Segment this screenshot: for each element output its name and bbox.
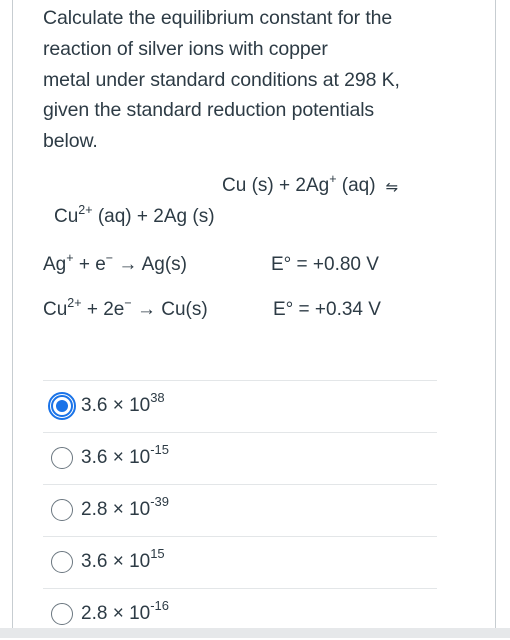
question-card [12,0,496,638]
half-reaction-copper: $Cu^{2+} + 2e^- \to Cu(s)$ [43,295,208,320]
answer-label: $3.6 \times 10^{38}$ [81,389,165,416]
answer-label: $2.8 \times 10^{-39}$ [81,493,169,520]
answer-label: $3.6 \times 10^{15}$ [81,545,165,572]
reaction-reactants: Cu (s) + 2Ag+ (aq) ⇋ [222,174,398,199]
half-reaction-silver: Ag+ + e− → Ag(s) [43,250,188,275]
reaction-products: $Cu^{2+}$ (aq) + 2Ag (s) [54,202,215,227]
radio-unselected-icon[interactable] [51,499,73,521]
answer-label: $3.6 \times 10^{-15}$ [81,441,169,468]
answer-option-4[interactable] [43,536,437,588]
potential-silver: E° = +0.80 V [271,254,379,275]
question-line: metal under standard conditions at 298 K, [43,68,400,91]
potential-copper: E° = +0.34 V [273,299,381,320]
radio-unselected-icon[interactable] [51,603,73,625]
answer-options [43,380,437,640]
radio-selected-icon[interactable] [51,395,73,417]
question-line: below. [43,130,98,153]
question-line: reaction of silver ions with copper [43,37,328,60]
radio-unselected-icon[interactable] [51,551,73,573]
answer-label: $2.8 \times 10^{-16}$ [81,597,169,624]
question-text [43,3,443,157]
answer-option-1[interactable] [43,380,437,432]
horizontal-scrollbar[interactable] [0,628,510,638]
question-line: given the standard reduction potentials [43,99,375,122]
answer-option-3[interactable] [43,484,437,536]
equilibrium-arrow-icon: ⇋ [385,179,399,196]
answer-option-2[interactable] [43,432,437,484]
radio-unselected-icon[interactable] [51,447,73,469]
question-line: Calculate the equilibrium constant for the [43,7,393,29]
